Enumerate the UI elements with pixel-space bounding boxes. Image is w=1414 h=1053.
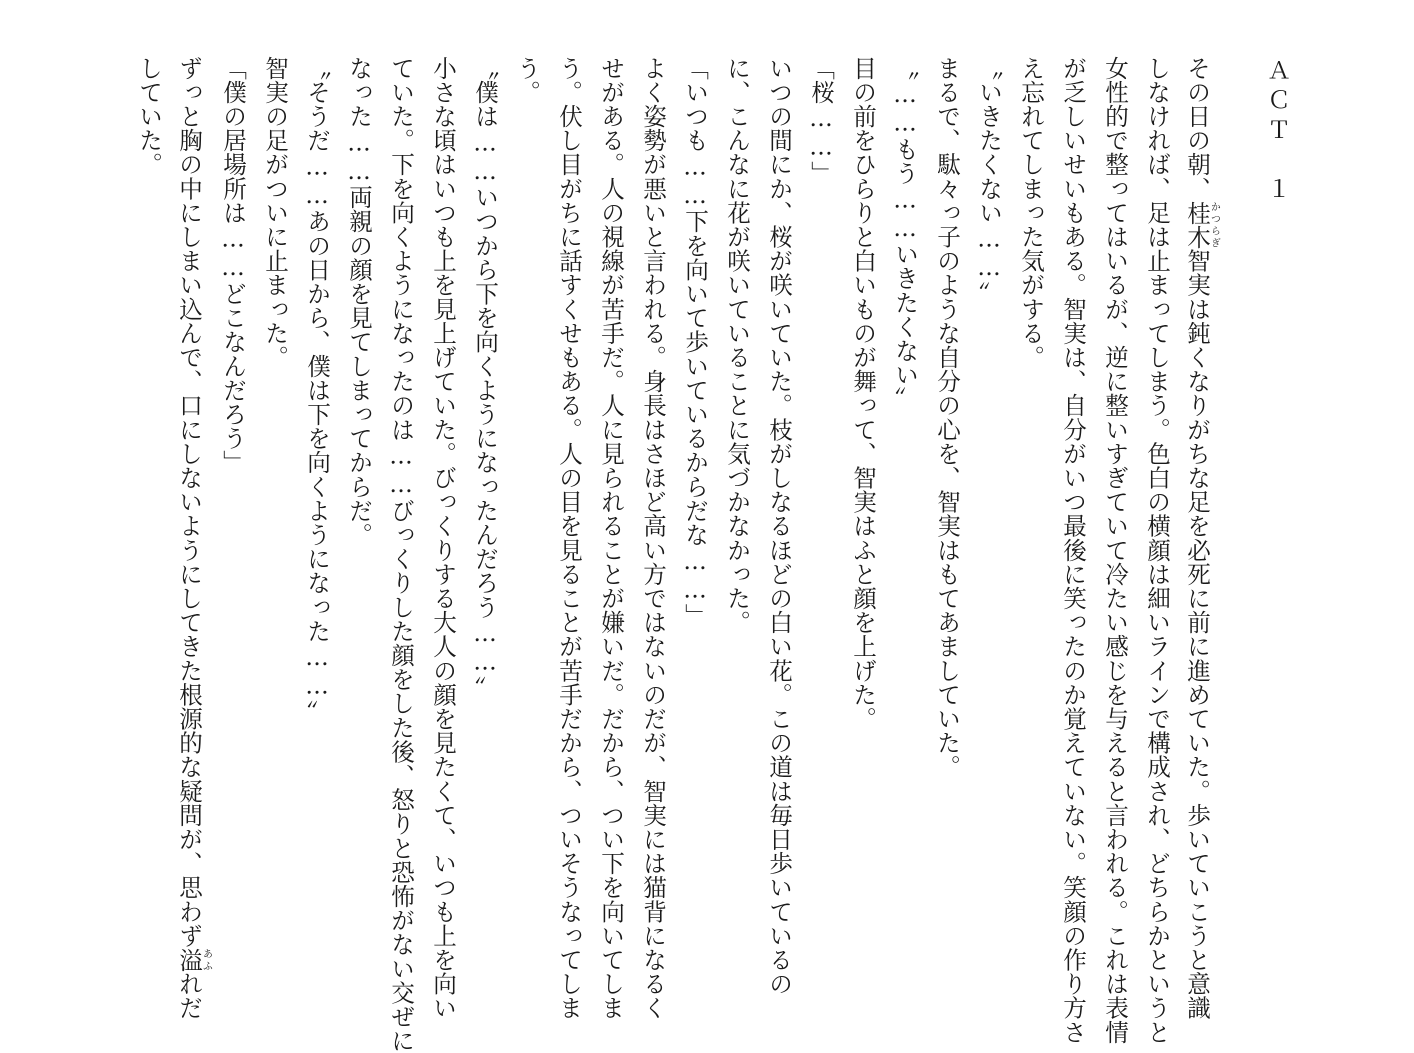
text-line-1: その日の朝、桂木かつらぎ智実は鈍くなりがちな足を必死に前に進めていた。歩いていこうと意識 [1183,56,1220,1021]
ruby-reading: あふ [200,947,212,972]
text-line-4: が乏しいせいもある。智実は、自分がいつ最後に笑ったのか覚えていない。笑顔の作り方さ [1059,56,1087,1045]
text-line-8: 〝……もう……いきたくない〟 [891,56,919,411]
text-line-13: 「いつも……下を向いて歩いているからだな……」 [681,56,709,628]
text-line-11: いつの間にか、桜が咲いていた。枝がしなるほどの白い花。この道は毎日歩いているの [765,56,793,996]
text-line-14: よく姿勢が悪いと言われる。身長はさほど高い方ではないのだが、智実には猫背になるく [639,56,667,1020]
text-line-19: 小さな頃はいつも上を見上げていた。びっくりする大人の顔を見たくて、いつも上を向い [429,56,457,1020]
text-line-18: 〝僕は……いつから下を向くようになったんだろう……〟 [471,56,499,701]
text-line-17: う。 [513,56,541,105]
text-line-9: 目の前をひらりと白いものが舞って、智実はふと顔を上げた。 [849,56,877,731]
ruby-annotation: 桂木かつらぎ [1183,200,1220,249]
ruby-reading: かつらぎ [1208,200,1220,249]
text-line-25: ずっと胸の中にしまい込んで、口にしないようにしてきた根源的な疑問が、思わず溢あふれだ [175,56,212,1021]
ruby-annotation: 溢あふ [175,947,212,972]
text-line-21: なった……両親の顔を見てしまってからだ。 [345,56,373,547]
text-line-24: 「僕の居場所は……どこなんだろう」 [219,56,247,475]
text-line-10: 「桜……」 [807,56,835,186]
text-line-5: え忘れてしまった気がする。 [1017,56,1045,370]
text-line-22: 〝そうだ……あの日から、僕は下を向くようになった……〟 [303,56,331,725]
text-line-16: う。伏し目がちに話すくせもある。人の目を見ることが苦手だから、ついそうなってしま [555,56,583,1020]
text-line-2: しなければ、足は止まってしまう。色白の横顔は細いラインで構成され、どちらかというと [1143,56,1171,1045]
text-line-3: 女性的で整ってはいるが、逆に整いすぎていて冷たい感じを与えると言われる。これは表情 [1101,56,1129,1045]
text-line-6: 〝いきたくない……〟 [975,56,1003,306]
text-line-7: まるで、駄々っ子のような自分の心を、智実はもてあましていた。 [933,56,961,779]
chapter-title: ＡＣＴ １ [1263,58,1291,206]
text-line-15: せがある。人の視線が苦手だ。人に見られることが嫌いだ。だから、つい下を向いてしま [597,56,625,1020]
text-line-12: に、こんなに花が咲いていることに気づかなかった。 [723,56,751,635]
text-line-23: 智実の足がついに止まった。 [261,56,289,370]
text-line-20: ていた。下を向くようになったのは……びっくりした顔をした後、怒りと恐怖がない交ぜに [387,56,415,1053]
text-line-26: していた。 [135,56,163,177]
